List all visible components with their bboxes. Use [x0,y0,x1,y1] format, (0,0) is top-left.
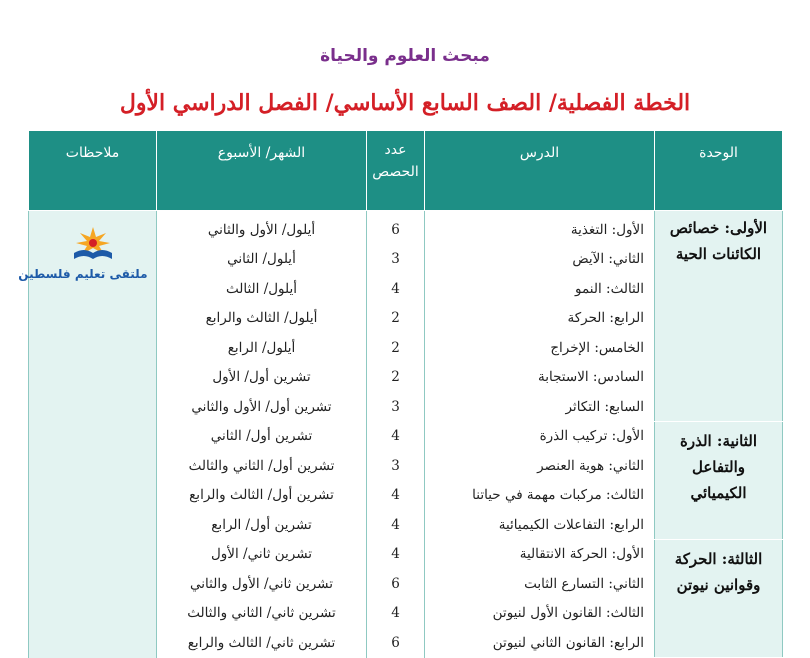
count-cell: 4 [367,510,425,540]
unit-cell: الأولى: خصائص الكائنات الحية [655,211,783,422]
month-cell: أيلول/ الثالث والرابع [157,304,367,334]
lesson-cell: الثالث: مركبات مهمة في حياتنا [425,481,655,511]
table-row [29,211,783,245]
month-cell: تشرين أول/ الثالث والرابع [157,481,367,511]
col-count-line2: الحصص [372,164,419,180]
month-cell: تشرين أول/ الأول والثاني [157,392,367,422]
count-cell: 4 [367,540,425,570]
month-cell: تشرين ثاني/ الأول [157,540,367,570]
logo-text: ملتقى تعليم فلسطين [18,267,148,281]
count-cell: 2 [367,363,425,393]
col-count-line1: عدد [384,142,407,158]
lesson-cell: الرابع: التفاعلات الكيميائية [425,510,655,540]
count-cell: 3 [367,245,425,275]
month-cell: تشرين أول/ الرابع [157,510,367,540]
lesson-cell: الخامس: الإخراج [425,333,655,363]
lesson-cell: الأول: تركيب الذرة [425,422,655,452]
unit-cell: الثانية: الذرة والتفاعل الكيميائي [655,422,783,540]
lesson-cell: الثاني: هوية العنصر [425,451,655,481]
month-cell: تشرين أول/ الثاني والثالث [157,451,367,481]
col-month: الشهر/ الأسبوع [157,131,367,211]
month-cell: تشرين ثاني/ الثاني والثالث [157,599,367,629]
col-lesson: الدرس [425,131,655,211]
subject-title: مبحث العلوم والحياة [320,46,490,66]
table-body [18,211,783,658]
notes-cell [18,211,157,658]
count-cell: 3 [367,451,425,481]
month-cell: أيلول/ الثالث [157,274,367,304]
lesson-cell: الأول: الحركة الانتقالية [425,540,655,570]
book-logo-icon [70,223,116,261]
month-cell: أيلول/ الأول والثاني [157,211,367,245]
lesson-cell: الثالث: النمو [425,274,655,304]
count-cell: 2 [367,333,425,363]
count-cell: 6 [367,628,425,658]
count-cell: 2 [367,304,425,334]
lesson-cell: الرابع: القانون الثاني لنيوتن [425,628,655,658]
count-cell: 4 [367,599,425,629]
count-cell: 4 [367,274,425,304]
count-cell: 4 [367,481,425,511]
logo [18,223,148,281]
col-count [367,131,425,211]
count-cell: 4 [367,422,425,452]
plan-table [18,130,783,658]
header-row [29,131,783,211]
month-cell: أيلول/ الثاني [157,245,367,275]
month-cell: تشرين أول/ الثاني [157,422,367,452]
col-notes: ملاحظات [29,131,157,211]
month-cell: تشرين ثاني/ الثالث والرابع [157,628,367,658]
lesson-cell: الثالث: القانون الأول لنيوتن [425,599,655,629]
lesson-cell: الرابع: الحركة [425,304,655,334]
count-cell: 3 [367,392,425,422]
lesson-cell: الأول: التغذية [425,211,655,245]
lesson-cell: الثاني: التسارع الثابت [425,569,655,599]
month-cell: تشرين ثاني/ الأول والثاني [157,569,367,599]
count-cell: 6 [367,211,425,245]
lesson-cell: الثاني: الآيض [425,245,655,275]
plan-title: الخطة الفصلية/ الصف السابع الأساسي/ الفصل الدراسي الأول [119,90,691,116]
count-cell: 6 [367,569,425,599]
month-cell: أيلول/ الرابع [157,333,367,363]
lesson-cell: السادس: الاستجابة [425,363,655,393]
col-unit: الوحدة [655,131,783,211]
unit-cell: الثالثة: الحركة وقوانين نيوتن [655,540,783,658]
month-cell: تشرين أول/ الأول [157,363,367,393]
lesson-cell: السابع: التكاثر [425,392,655,422]
